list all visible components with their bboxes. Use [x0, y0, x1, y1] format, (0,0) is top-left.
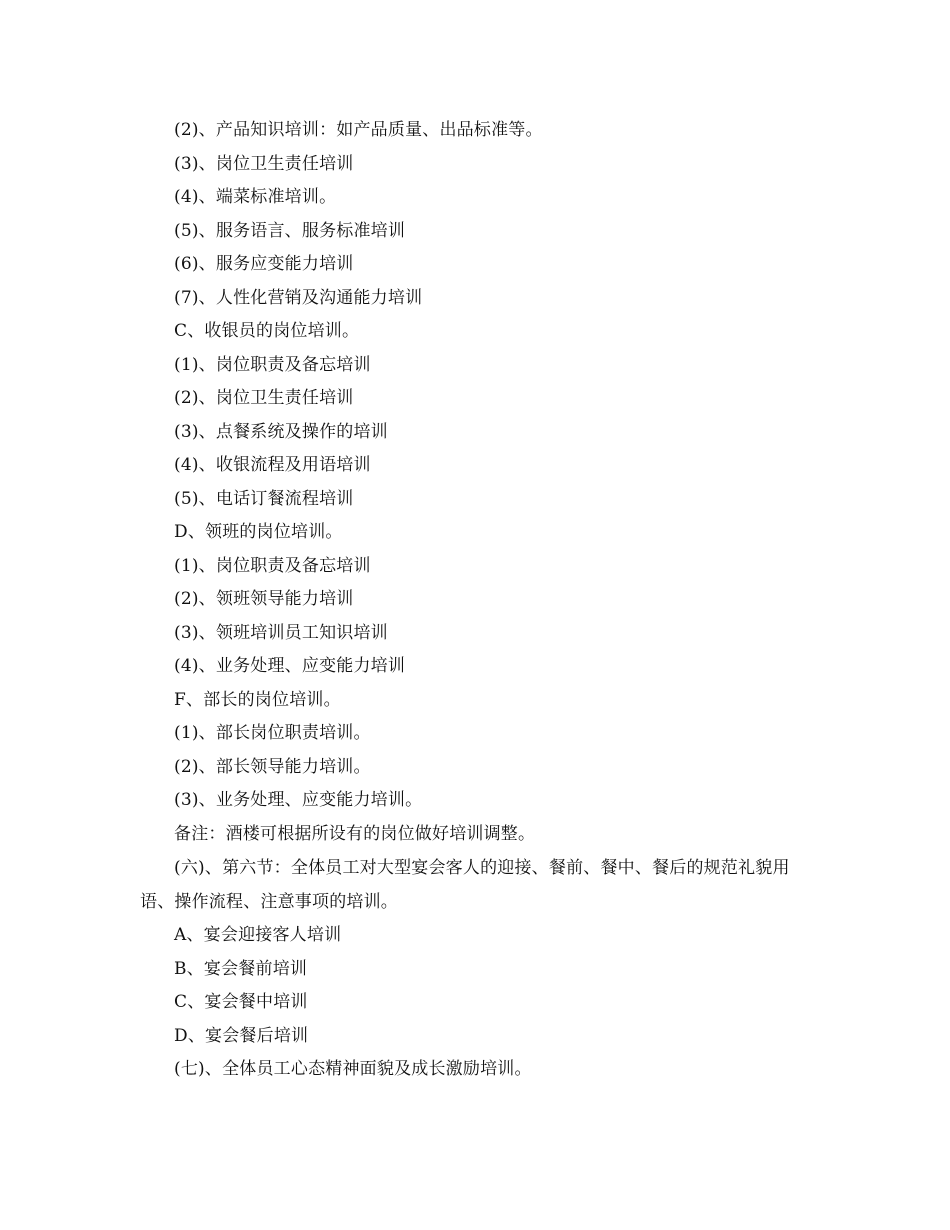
- section-heading: F、部长的岗位培训。: [174, 689, 341, 710]
- list-item: (4)、收银流程及用语培训: [174, 455, 371, 475]
- list-item: (2)、岗位卫生责任培训: [174, 388, 354, 408]
- list-item: (3)、领班培训员工知识培训: [174, 622, 388, 643]
- list-item: (3)、业务处理、应变能力培训。: [174, 790, 423, 810]
- list-item: (2)、部长领导能力培训。: [174, 756, 371, 777]
- list-item: (1)、岗位职责及备忘培训: [174, 354, 371, 375]
- section-heading: (七)、全体员工心态精神面貌及成长激励培训。: [174, 1059, 532, 1079]
- list-item: (1)、岗位职责及备忘培训: [174, 555, 371, 576]
- list-item: (3)、点餐系统及操作的培训: [174, 421, 388, 442]
- list-item: (4)、业务处理、应变能力培训: [174, 656, 406, 676]
- list-item: (2)、产品知识培训：如产品质量、出品标准等。: [174, 120, 543, 140]
- list-item: (5)、电话订餐流程培训: [174, 488, 354, 509]
- list-item: A、宴会迎接客人培训: [174, 925, 342, 945]
- list-item: (1)、部长岗位职责培训。: [174, 723, 371, 743]
- section-six-paragraph: (六)、第六节：全体员工对大型宴会客人的迎接、餐前、餐中、餐后的规范礼貌用语、操作流程、注意事项的培训。: [140, 858, 790, 912]
- section-heading: C、收银员的岗位培训。: [174, 321, 360, 341]
- section-heading: D、领班的岗位培训。: [174, 522, 343, 542]
- list-item: (7)、人性化营销及沟通能力培训: [174, 287, 423, 308]
- document-body: [140, 114, 815, 1087]
- note-line: 备注：酒楼可根据所设有的岗位做好培训调整。: [174, 823, 536, 844]
- list-item: B、宴会餐前培训: [174, 958, 308, 979]
- list-item: (2)、领班领导能力培训: [174, 589, 354, 609]
- list-item: D、宴会餐后培训: [174, 1025, 309, 1046]
- list-item: (4)、端菜标准培训。: [174, 187, 337, 207]
- list-item: C、宴会餐中培训: [174, 992, 308, 1012]
- list-item: (3)、岗位卫生责任培训: [174, 153, 354, 174]
- list-item: (6)、服务应变能力培训: [174, 254, 354, 274]
- list-item: (5)、服务语言、服务标准培训: [174, 220, 406, 241]
